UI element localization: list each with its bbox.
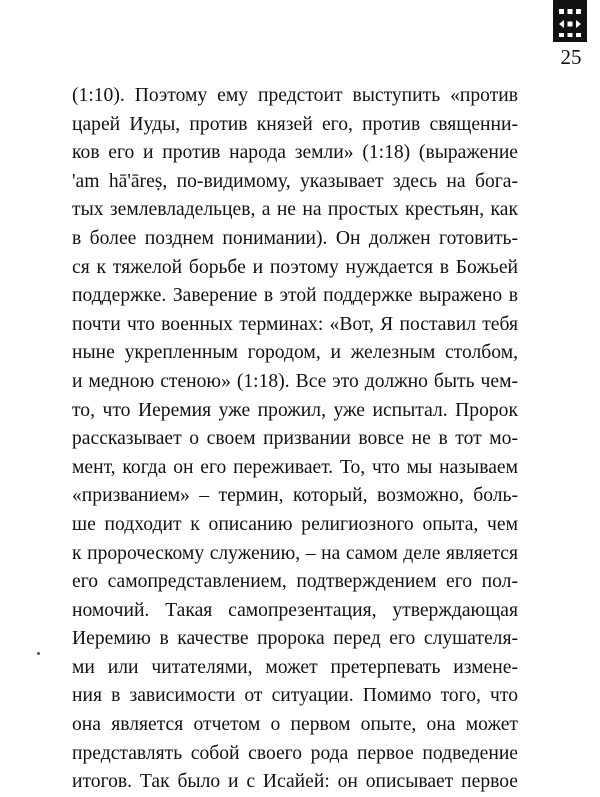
text-line: поддержке. Заверение в этой поддержке выражено в [72, 285, 518, 307]
text-line: почти что военных терминах: «Вот, Я поставил тебя [72, 313, 518, 335]
text-line: царей Иуды, против князей его, против священни- [72, 113, 518, 135]
text-line: ше подходит к описанию религиозного опыта, чем [72, 513, 518, 535]
text-line: номочий. Такая самопрезентация, утверждающая [72, 599, 518, 621]
text-line: представлять собой своего рода первое подведение [72, 742, 518, 764]
text-line: и медною стеною» (1:18). Все это должно быть чем- [72, 370, 518, 392]
text-line: 'am hā'āreṣ, по-видимому, указывает здесь на бога- [72, 170, 518, 192]
page-number: 25 [560, 45, 582, 69]
ornament-icon [553, 0, 587, 42]
text-line: «призванием» – термин, который, возможно, боль- [72, 485, 518, 507]
text-line: она является отчетом о первом опыте, она может [72, 714, 518, 736]
text-line: к пророческому служению, – на самом деле является [72, 542, 518, 564]
text-line: его самопредставлением, подтверждением его пол- [72, 571, 518, 593]
text-line: Иеремию в качестве пророка перед его слушателя- [72, 628, 518, 650]
text-line: итогов. Так было и с Исайей: он описывает первое [72, 771, 518, 793]
text-line: ся к тяжелой борьбе и поэтому нуждается в Божьей [72, 256, 518, 278]
text-line: (1:10). Поэтому ему предстоит выступить «против [72, 85, 518, 106]
text-line: в более позднем понимании). Он должен готовить- [72, 227, 518, 249]
scan-speck [37, 652, 40, 655]
body-text [72, 82, 518, 797]
text-line: ми или читателями, может претерпевать измене- [72, 656, 518, 678]
text-line: рассказывает о своем призвании вовсе не в тот мо- [72, 428, 518, 450]
text-line: ния в зависимости от ситуации. Помимо того, что [72, 685, 518, 707]
text-line: ков его и против народа земли» (1:18) (выражение [72, 142, 518, 164]
text-line: мент, когда он его переживает. То, что мы называем [72, 456, 518, 478]
text-line: то, что Иеремия уже прожил, уже испытал. Пророк [72, 399, 518, 421]
text-line: ныне укрепленным городом, и железным столбом, [72, 342, 518, 364]
text-line: тых землевладельцев, а не на простых крестьян, как [72, 199, 518, 221]
